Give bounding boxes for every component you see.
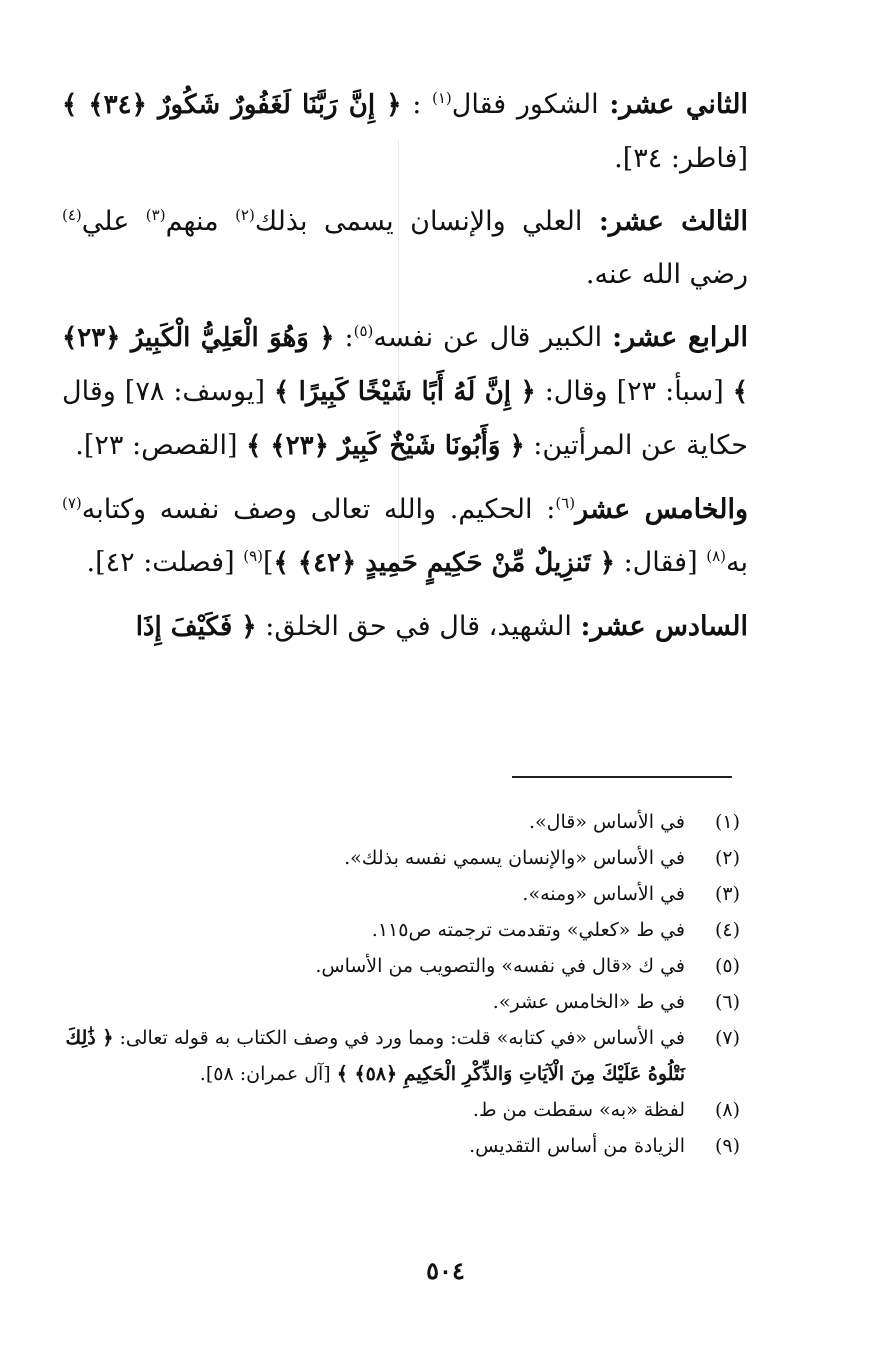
paragraph-text: به	[726, 547, 748, 578]
footnote-marker: (٧)	[62, 494, 82, 512]
footnote-text: في ط «كعلي» وتقدمت ترجمته ص١١٥.	[371, 919, 685, 941]
paragraph-heading: والخامس عشر	[575, 494, 748, 525]
paragraph-fifteenth	[62, 483, 748, 590]
footnote-marker: (١)	[432, 89, 452, 107]
paragraph-text: وقال حكاية عن المرأتين:	[62, 376, 748, 461]
footnote-marker: (٤)	[62, 206, 82, 224]
footnote-item	[62, 1092, 740, 1128]
paragraph-text: الشهيد، قال في حق الخلق:	[265, 611, 572, 642]
paragraph-heading: الرابع عشر:	[612, 322, 748, 353]
quran-verse: ﴿ إِنَّ رَبَّنَا لَغَفُورٌ شَكُورٌ ﴿٣٤﴾ ﴾	[62, 90, 402, 120]
quran-verse: ﴿ تَنزِيلٌ مِّنْ حَكِيمٍ حَمِيدٍ ﴿٤٢﴾ ﴾	[273, 548, 615, 578]
paragraph-heading: الثاني عشر:	[609, 89, 749, 120]
footnote-number: (٣)	[714, 883, 740, 905]
verse-reference: [يوسف: ٧٨]	[124, 376, 265, 407]
paragraph-text: ]	[262, 547, 274, 578]
separator: :	[344, 322, 354, 353]
main-text	[62, 78, 748, 664]
footnote-number: (٥)	[714, 955, 740, 977]
footnote-marker: (٢)	[235, 206, 255, 224]
footnote-item	[62, 948, 740, 984]
footnote-text: في ك «قال في نفسه» والتصويب من الأساس.	[315, 955, 685, 977]
footnote-text: في ط «الخامس عشر».	[492, 991, 685, 1013]
footnote-marker: (٦)	[555, 494, 576, 512]
footnote-number: (١)	[714, 811, 740, 833]
page-number: ٥٠٤	[426, 1256, 465, 1285]
footnote-item	[62, 804, 740, 840]
footnote-marker: (٩)	[243, 547, 263, 565]
footnote-number: (٤)	[714, 919, 740, 941]
footnote-divider	[512, 776, 732, 778]
footnote-text: الزيادة من أساس التقديس.	[469, 1135, 685, 1157]
footnote-item	[62, 840, 740, 876]
footnote-marker: (٨)	[706, 547, 726, 565]
quran-verse: ﴿ فَكَيْفَ إِذَا	[135, 612, 257, 642]
paragraph-sixteenth	[62, 600, 748, 654]
quran-verse: ﴿ وَهُوَ الْعَلِيُّ الْكَبِيرُ ﴿٢٣﴾ ﴾	[62, 323, 748, 407]
verse-reference: [آل عمران: ٥٨].	[199, 1063, 331, 1085]
paragraph-text: : الحكيم. والله تعالى وصف نفسه وكتابه	[81, 494, 556, 525]
paragraph-fourteenth	[62, 311, 748, 473]
footnote-number: (٢)	[714, 847, 740, 869]
footnote-marker: (٥)	[353, 322, 374, 340]
footnote-number: (٧)	[714, 1027, 740, 1049]
footnote-number: (٩)	[714, 1135, 740, 1157]
footnote-number: (٨)	[714, 1099, 740, 1121]
footnote-item	[62, 876, 740, 912]
footnote-item	[62, 1128, 740, 1164]
footnote-item	[62, 984, 740, 1020]
quran-verse: ﴿ وَأَبُونَا شَيْخٌ كَبِيرٌ ﴿٢٣﴾ ﴾	[246, 431, 525, 461]
footnote-item	[62, 912, 740, 948]
footnotes	[62, 804, 740, 1164]
footnote-item	[62, 1020, 740, 1092]
verse-reference: [فاطر: ٣٤].	[614, 143, 748, 174]
paragraph-text: الشكور فقال	[451, 89, 599, 120]
footnote-text: في الأساس «ومنه».	[522, 883, 685, 905]
footnote-marker: (٣)	[145, 206, 166, 224]
paragraph-text: وقال:	[544, 376, 608, 407]
footnote-text-part: في الأساس «في كتابه» قلت: ومما ورد في وصف الكتاب به قوله تعالى:	[119, 1027, 685, 1049]
paragraph-text: الكبير قال عن نفسه	[373, 322, 603, 353]
footnote-text	[62, 1020, 685, 1092]
paragraph-thirteenth	[62, 195, 748, 301]
footnote-text: لفظة «به» سقطت من ط.	[472, 1099, 685, 1121]
paragraph-text: [فقال:	[623, 547, 698, 578]
paragraph-text: منهم	[165, 206, 219, 237]
footnote-text: في الأساس «والإنسان يسمي نفسه بذلك».	[344, 847, 685, 869]
footnote-number: (٦)	[714, 991, 740, 1013]
paragraph-text: علي	[81, 206, 130, 237]
paragraph-text: العلي والإنسان يسمى بذلك	[254, 206, 583, 237]
footnote-text: في الأساس «قال».	[529, 811, 685, 833]
quran-verse: ﴿ إِنَّ لَهُ أَبًا شَيْخًا كَبِيرًا ﴾	[273, 377, 536, 407]
paragraph-twelfth	[62, 78, 748, 185]
paragraph-heading: الثالث عشر:	[598, 206, 748, 237]
separator: :	[412, 89, 422, 120]
quran-verse: ﴿ ذَٰلِكَ نَتْلُوهُ عَلَيْكَ مِنَ الْآيَاتِ وَالذِّكْرِ الْحَكِيمِ ﴿٥٨﴾ ﴾	[65, 1027, 685, 1085]
verse-reference: [سبأ: ٢٣]	[616, 376, 724, 407]
paragraph-text: رضي الله عنه.	[585, 259, 748, 290]
verse-reference: [القصص: ٢٣].	[75, 430, 238, 461]
paragraph-heading: السادس عشر:	[580, 611, 748, 642]
verse-reference: [فصلت: ٤٢].	[86, 547, 235, 578]
